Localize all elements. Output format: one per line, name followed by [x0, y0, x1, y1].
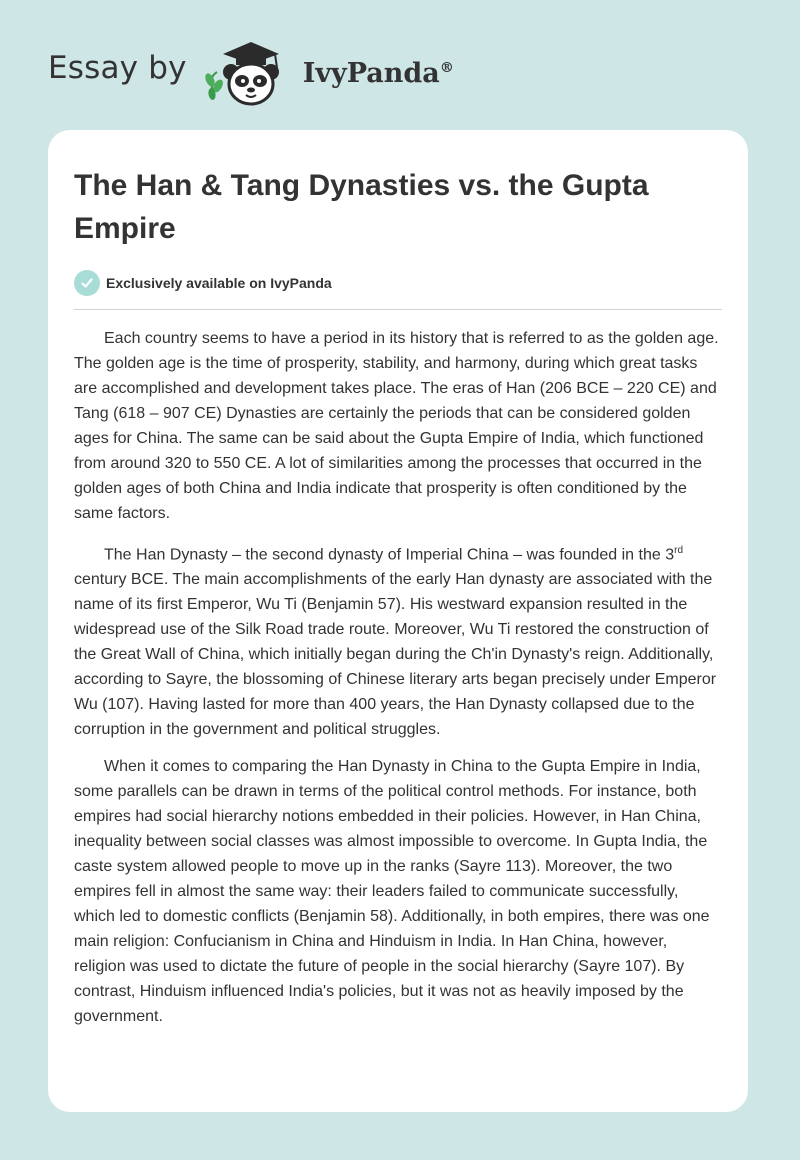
leaf-icon — [203, 72, 225, 101]
availability-badge — [74, 270, 722, 296]
paragraph: Each country seems to have a period in its history that is referred to as the golden age. The golden age is the time of prosperity, stability, and harmony, during which great tasks are accomplished and development takes place. The eras of Han (206 BCE – 220 CE) and Tang (618 – 907 CE) Dynasties are certainly the periods that can be considered golden ages for China. The same can be said about the Gupta Empire of India, which functioned from around 320 to 550 CE. A lot of similarities among the processes that occurred in the golden ages of both China and India indicate that prosperity is often conditioned by the same factors. — [74, 330, 719, 522]
divider — [74, 309, 722, 310]
paragraph: The Han Dynasty – the second dynasty of Imperial China – was founded in the 3rd century BCE. The main accomplishments of the early Han dynasty are associated with the name of its first Emperor, Wu Ti (Benjamin 57). His westward expansion resulted in the widespread use of the Silk Road trade route. Moreover, Wu Ti restored the construction of the Great Wall of China, which initially began during the Ch'in Dynasty's reign. Additionally, according to Sayre, the blossoming of Chinese literary arts began precisely under Emperor Wu (107). Having lasted for more than 400 years, the Han Dynasty collapsed due to the corruption in the government and political struggles. — [74, 545, 717, 739]
trademark-symbol: ® — [439, 59, 454, 76]
brand-name[interactable]: IvyPanda® — [302, 57, 454, 89]
check-circle-icon — [74, 270, 100, 296]
essay-body — [74, 326, 722, 1029]
ordinal-suffix: rd — [674, 545, 684, 556]
essay-card — [48, 130, 748, 1112]
essay-by-label: Essay by — [48, 50, 187, 86]
ivypanda-logo-icon[interactable] — [201, 32, 301, 112]
site-header — [48, 32, 548, 112]
availability-text: Exclusively available on IvyPanda — [106, 275, 332, 291]
essay-title: The Han & Tang Dynasties vs. the Gupta Empire — [74, 169, 649, 245]
paragraph: When it comes to comparing the Han Dynasty in China to the Gupta Empire in India, some parallels can be drawn in terms of the political control methods. For instance, both empires had social hierarchy notions embedded in their policies. However, in Han China, inequality between social classes was almost impossible to overcome. In Gupta India, the caste system allowed people to move up in the ranks (Sayre 113). Moreover, the two empires fell in almost the same way: their leaders failed to communicate successfully, which led to domestic conflicts (Benjamin 58). Additionally, in both empires, there was one main religion: Confucianism in China and Hinduism in India. In Han China, however, religion was used to dictate the future of people in the social hierarchy (Sayre 107). By contrast, Hinduism influenced India's policies, but it was not as heavily imposed by the government. — [74, 758, 710, 1026]
